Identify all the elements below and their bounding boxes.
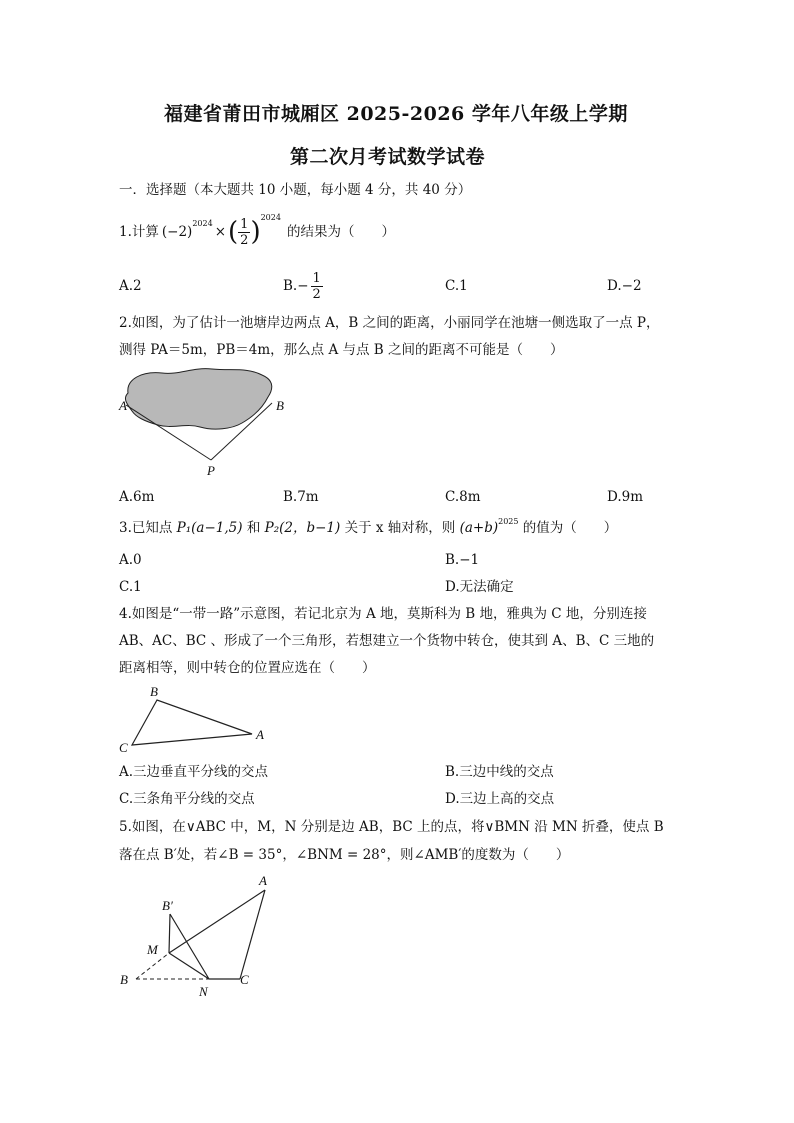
q5-point-a-label: A: [259, 873, 267, 888]
q1-paren-right: ): [250, 217, 261, 247]
q1-base: (−2): [161, 224, 193, 240]
q4-option-d: D.三边上高的交点: [445, 791, 555, 807]
segment-am: [169, 890, 265, 953]
q2-option-a: A.6m: [119, 489, 155, 505]
q1-option-b: [283, 266, 323, 306]
q3-suffix: 的值为（ ）: [518, 520, 618, 536]
pond-shape: [125, 369, 271, 429]
q5-point-b-prime-label: B′: [162, 898, 173, 913]
point-a-label: A: [119, 398, 127, 413]
segment-mb1: [169, 914, 170, 953]
q3-prefix: 3.已知点: [119, 520, 177, 536]
q3-mid1: 和: [242, 520, 265, 536]
q4-text-line3: 距离相等，则中转仓的位置应选在（ ）: [119, 660, 376, 676]
q1-option-c: C.1: [445, 278, 468, 294]
q5-text-line2: 落在点 B′处，若∠B = 35°，∠BNM = 28°，则∠AMB′的度数为（ ）: [119, 847, 570, 863]
q2-pond-figure: [114, 365, 299, 480]
point-b-label: B: [276, 398, 284, 413]
q1-option-b-prefix: B.−: [283, 278, 309, 294]
q2-option-d: D.9m: [607, 489, 644, 505]
section-header: 一．选择题（本大题共 10 小题，每小题 4 分，共 40 分）: [119, 182, 472, 198]
segment-mn: [169, 953, 209, 979]
q4-text-line1: 4.如图是“一带一路”示意图，若记北京为 A 地，莫斯科为 B 地，雅典为 C 地，分别连接: [119, 606, 647, 622]
question-1: [119, 212, 395, 252]
q1-exponent-1: 2024: [192, 219, 213, 228]
q5-point-m-label: M: [147, 942, 158, 957]
q1-fraction: [238, 217, 250, 248]
point-p-label: P: [207, 463, 215, 478]
page-title: 福建省莆田市城厢区 2025-2026 学年八年级上学期: [164, 103, 628, 125]
q3-option-b: B.−1: [445, 552, 480, 568]
q3-mid2: 关于 x 轴对称，则: [340, 520, 460, 536]
q4-triangle-figure: [114, 683, 284, 758]
q1-frac-num: 1: [240, 216, 249, 232]
q1-option-b-fraction: [311, 271, 323, 302]
q1-option-a: A.2: [119, 278, 142, 294]
q5-point-c-label: C: [240, 972, 249, 987]
q1-exponent-2: 2024: [260, 213, 281, 222]
q5-text-line1: 5.如图，在∨ABC 中，M，N 分别是边 AB，BC 上的点，将∨BMN 沿 MN 折叠，使点 B: [119, 819, 664, 835]
q3-option-a: A.0: [119, 552, 142, 568]
q4-option-a: A.三边垂直平分线的交点: [119, 764, 269, 780]
q5-point-n-label: N: [199, 984, 208, 999]
q4-point-a-label: A: [256, 727, 264, 742]
q4-point-b-label: B: [150, 684, 158, 699]
triangle-abc: [132, 700, 252, 745]
q4-option-b: B.三边中线的交点: [445, 764, 554, 780]
q3-point-p2: P₂(2，b−1): [264, 520, 341, 536]
q4-option-c: C.三条角平分线的交点: [119, 791, 255, 807]
q3-exponent: 2025: [498, 517, 519, 526]
q1-paren-left: (: [228, 217, 239, 247]
q1-option-b-den: 2: [312, 286, 321, 302]
q3-point-p1: P₁(a−1,5): [176, 520, 243, 536]
q2-text-line2: 测得 PA＝5m，PB＝4m，那么点 A 与点 B 之间的距离不可能是（ ）: [119, 342, 564, 358]
q2-option-b: B.7m: [283, 489, 319, 505]
q4-point-c-label: C: [119, 740, 128, 755]
q3-option-d: D.无法确定: [445, 579, 514, 595]
q1-suffix: 的结果为（ ）: [286, 224, 395, 240]
q2-option-c: C.8m: [445, 489, 481, 505]
q1-prefix: 1.计算: [119, 224, 159, 240]
q1-frac-den: 2: [240, 232, 249, 248]
page-subtitle: 第二次月考试数学试卷: [290, 146, 486, 168]
segment-b1n: [170, 914, 209, 979]
q3-option-c: C.1: [119, 579, 142, 595]
q2-text-line1: 2.如图，为了估计一池塘岸边两点 A，B 之间的距离，小丽同学在池塘一侧选取了一点 P，: [119, 315, 660, 331]
q1-option-b-num: 1: [312, 270, 321, 286]
question-3: [119, 518, 617, 540]
q1-times: ×: [214, 224, 226, 240]
q1-option-d: D.−2: [607, 278, 642, 294]
q5-point-b-label: B: [120, 972, 128, 987]
q5-fold-figure: [114, 870, 284, 1000]
q3-expr: (a+b): [459, 520, 499, 536]
q4-text-line2: AB、AC、BC 、形成了一个三角形，若想建立一个货物中转仓，使其到 A、B、C 三地的: [119, 633, 655, 649]
